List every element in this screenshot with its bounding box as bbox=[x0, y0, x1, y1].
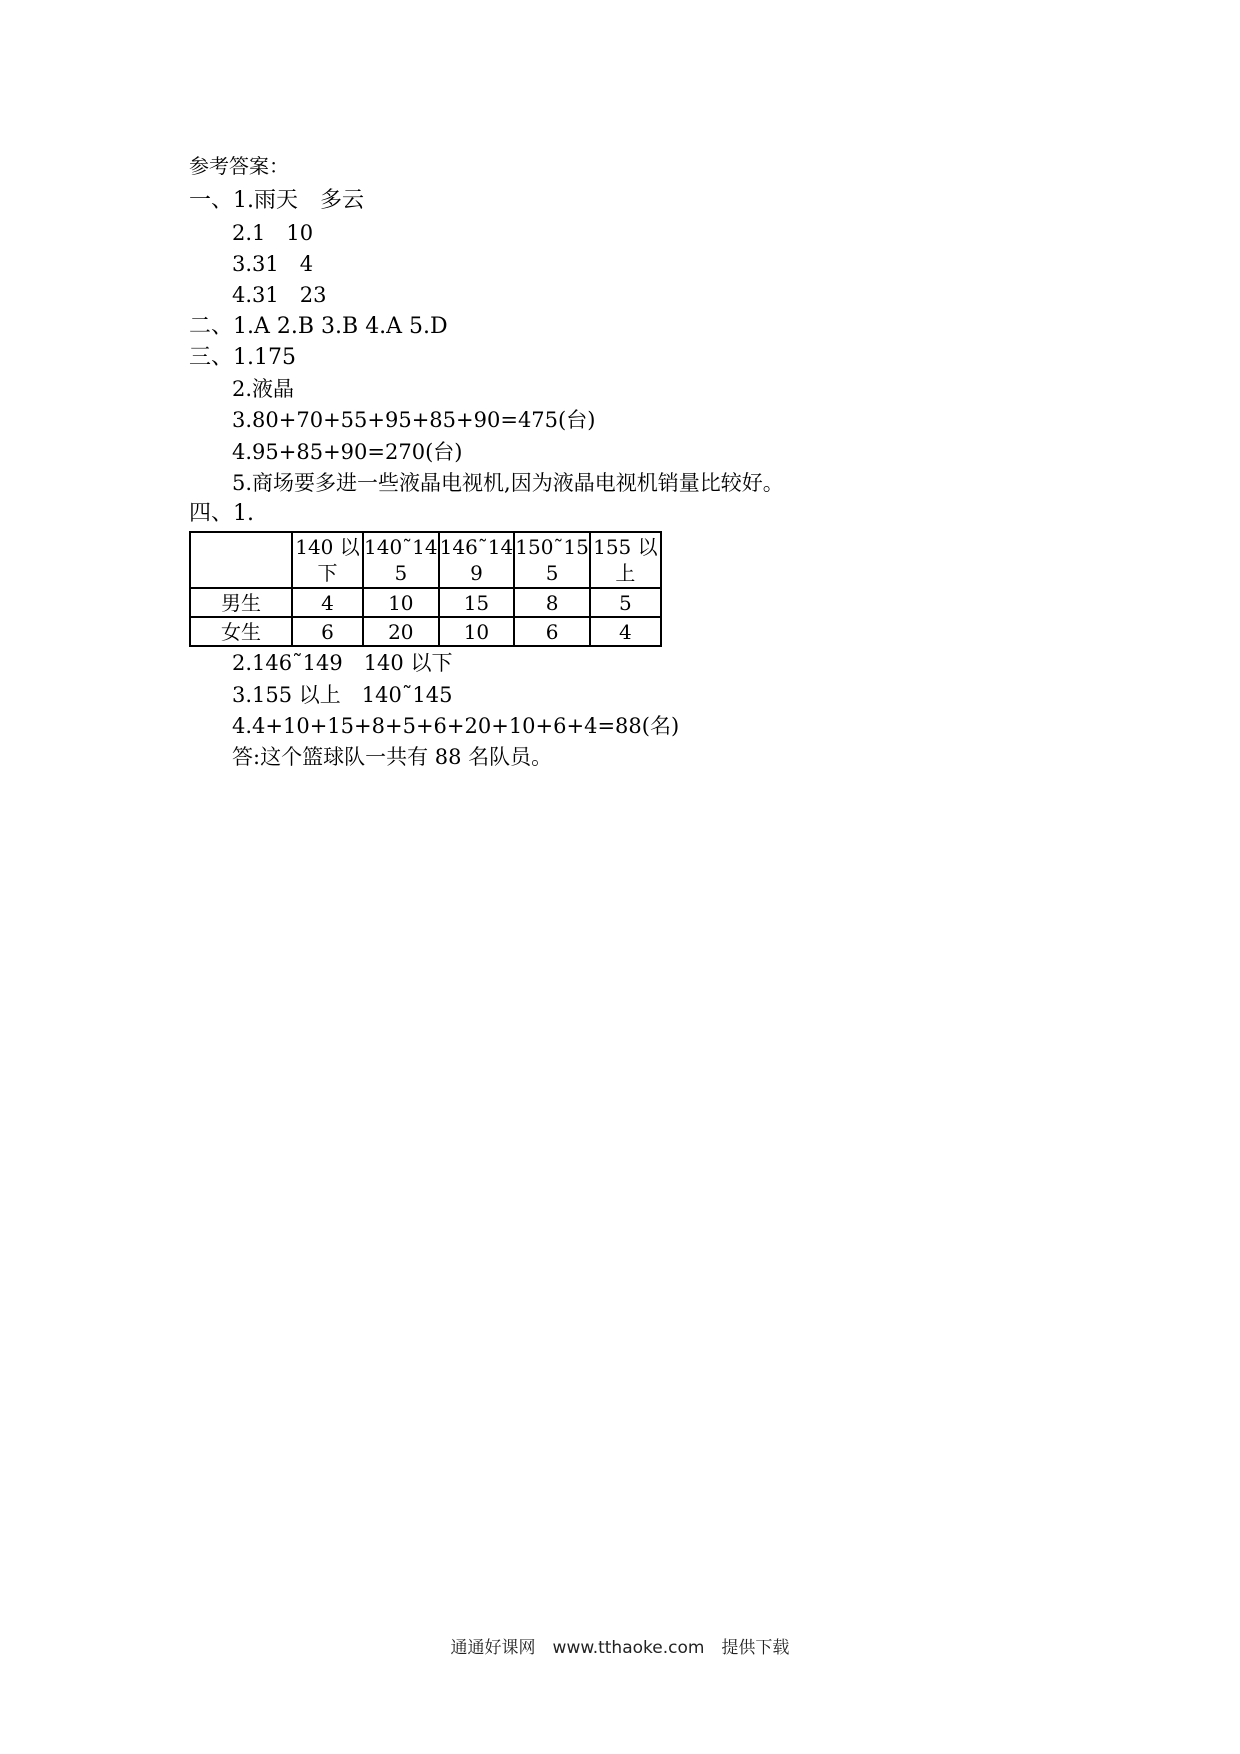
table-cell: 4 bbox=[590, 617, 661, 646]
table-corner-cell bbox=[190, 532, 292, 588]
section-2 bbox=[189, 313, 448, 341]
header-line-2: 5 bbox=[394, 561, 408, 585]
table-header-cell bbox=[439, 532, 515, 588]
header-line-1: 140˜14 bbox=[364, 535, 438, 559]
table-header-cell bbox=[292, 532, 363, 588]
section-4-item-1: 1. bbox=[233, 501, 255, 526]
section-4-item-4: 4.4+10+15+8+5+6+20+10+6+4=88(名) bbox=[232, 714, 680, 738]
table-header-row bbox=[190, 532, 661, 588]
table-cell: 10 bbox=[363, 588, 439, 617]
section-4-item-2: 2.146˜149 140 以下 bbox=[232, 651, 453, 675]
table-cell: 10 bbox=[439, 617, 515, 646]
header-line-2: 下 bbox=[317, 561, 338, 585]
section-2-label: 二、 bbox=[189, 314, 234, 339]
table-cell: 5 bbox=[590, 588, 661, 617]
table-cell: 4 bbox=[292, 588, 363, 617]
table-cell: 8 bbox=[514, 588, 590, 617]
footer-credit: 通通好课网 www.tthaoke.com 提供下载 bbox=[450, 1638, 790, 1658]
table-row-girls bbox=[190, 617, 661, 646]
section-1-label: 一、 bbox=[189, 188, 234, 213]
table-header-cell bbox=[363, 532, 439, 588]
height-table bbox=[189, 531, 662, 647]
table-cell: 6 bbox=[292, 617, 363, 646]
row-label-girls: 女生 bbox=[190, 617, 292, 646]
section-3 bbox=[189, 344, 296, 372]
section-3-item-2: 2.液晶 bbox=[232, 377, 295, 401]
section-1 bbox=[189, 187, 364, 215]
section-1-item-2: 2.1 10 bbox=[232, 221, 314, 245]
row-label-boys: 男生 bbox=[190, 588, 292, 617]
header-line-1: 146˜14 bbox=[439, 535, 514, 559]
table-header-cell bbox=[590, 532, 661, 588]
section-4-answer: 答:这个篮球队一共有 88 名队员。 bbox=[232, 745, 553, 769]
section-3-item-3: 3.80+70+55+95+85+90=475(台) bbox=[232, 408, 596, 432]
header-line-2: 5 bbox=[545, 561, 559, 585]
header-line-2: 上 bbox=[615, 561, 636, 585]
section-4 bbox=[189, 500, 254, 528]
header-line-1: 150˜15 bbox=[515, 535, 589, 559]
page-title: 参考答案： bbox=[189, 154, 289, 178]
header-line-1: 140 以 bbox=[295, 535, 360, 559]
section-4-item-3: 3.155 以上 140˜145 bbox=[232, 683, 453, 707]
section-3-item-4: 4.95+85+90=270(台) bbox=[232, 440, 463, 464]
table-header-cell bbox=[514, 532, 590, 588]
header-line-2: 9 bbox=[470, 561, 483, 585]
section-1-item-1: 1.雨天 多云 bbox=[233, 188, 365, 213]
header-line-1: 155 以 bbox=[593, 535, 658, 559]
section-1-item-3: 3.31 4 bbox=[232, 252, 314, 276]
table-cell: 6 bbox=[514, 617, 590, 646]
section-3-label: 三、 bbox=[189, 345, 234, 370]
section-3-item-1: 1.175 bbox=[233, 345, 296, 370]
section-4-label: 四、 bbox=[189, 501, 234, 526]
table-row-boys bbox=[190, 588, 661, 617]
section-1-item-4: 4.31 23 bbox=[232, 283, 327, 307]
table-cell: 15 bbox=[439, 588, 515, 617]
section-3-item-5: 5.商场要多进一些液晶电视机,因为液晶电视机销量比较好。 bbox=[232, 471, 784, 495]
section-2-item-1: 1.A 2.B 3.B 4.A 5.D bbox=[233, 314, 448, 339]
table-cell: 20 bbox=[363, 617, 439, 646]
